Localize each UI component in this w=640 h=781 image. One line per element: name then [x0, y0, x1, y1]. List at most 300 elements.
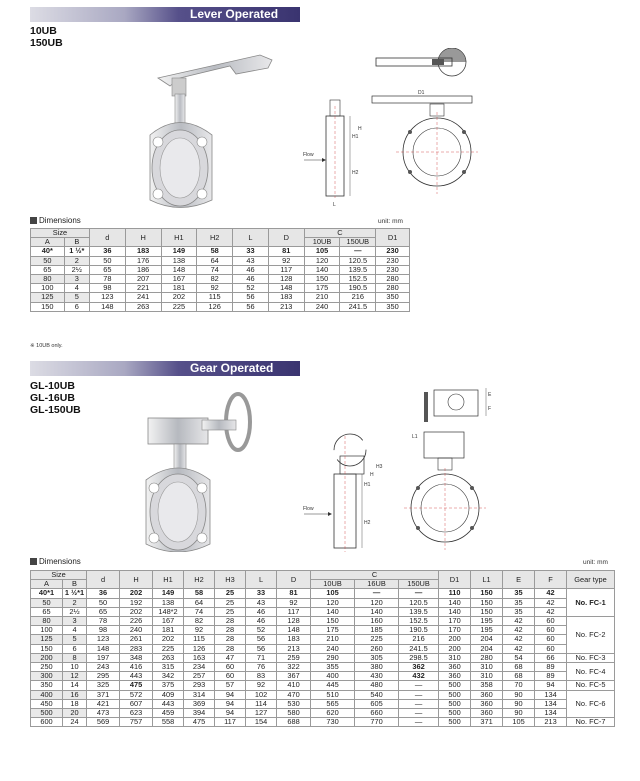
table-cell: 46 — [246, 607, 277, 616]
table-cell: 16 — [63, 690, 87, 699]
table-cell: 500 — [31, 709, 63, 718]
table-cell: 204 — [471, 644, 503, 653]
table-cell: 68 — [503, 672, 535, 681]
table-cell: 210 — [304, 293, 340, 302]
table-cell: 6 — [64, 302, 89, 311]
table-cell: 150 — [31, 644, 63, 653]
table-cell: 250 — [31, 663, 63, 672]
table-cell: 572 — [120, 690, 153, 699]
gear-label-e: E — [488, 392, 492, 398]
table-cell: 50 — [89, 256, 125, 265]
table-row — [31, 607, 615, 616]
table-cell: 42 — [503, 617, 535, 626]
table-cell: 148 — [89, 302, 125, 311]
table-cell: 192 — [120, 598, 153, 607]
table-row — [31, 699, 615, 708]
table-row — [31, 302, 410, 311]
table-cell: — — [355, 589, 399, 598]
lever-valve-photo — [140, 50, 280, 210]
lever-banner-title: Lever Operated — [190, 7, 279, 21]
table-cell: 600 — [31, 718, 63, 727]
col-c: C — [304, 229, 376, 238]
table-cell: 50 — [31, 256, 65, 265]
table-cell: 139.5 — [399, 607, 439, 616]
table-cell: 500 — [439, 709, 471, 718]
table-cell: 350 — [376, 302, 410, 311]
col-l: L — [233, 229, 269, 247]
table-cell: 195 — [471, 626, 503, 635]
table-cell: 150 — [471, 598, 503, 607]
table-row — [31, 681, 615, 690]
table-row — [31, 663, 615, 672]
table-row — [31, 626, 615, 635]
table-cell: 140 — [439, 607, 471, 616]
col-h: H — [125, 229, 161, 247]
table-row — [31, 635, 615, 644]
table-cell: 314 — [184, 690, 215, 699]
col-h2: H2 — [184, 571, 215, 589]
table-cell: 540 — [355, 690, 399, 699]
table-cell: 120.5 — [340, 256, 376, 265]
table-cell: 5 — [63, 635, 87, 644]
table-cell: — — [399, 681, 439, 690]
table-cell: 25 — [215, 607, 246, 616]
col-d-big: D — [268, 229, 304, 247]
gear-type-cell: No. FC-3 — [567, 653, 615, 662]
table-header-row — [31, 229, 410, 238]
table-cell: 139.5 — [340, 265, 376, 274]
table-cell: 134 — [535, 690, 567, 699]
table-cell: 126 — [197, 302, 233, 311]
table-cell: 394 — [184, 709, 215, 718]
table-cell: — — [340, 247, 376, 256]
table-cell: 57 — [215, 681, 246, 690]
table-cell: 500 — [439, 699, 471, 708]
table-cell: 28 — [215, 626, 246, 635]
gear-type-cell: No. FC-1 — [567, 589, 615, 617]
table-cell: 200 — [439, 644, 471, 653]
table-cell: 40* — [31, 247, 65, 256]
table-cell: 530 — [277, 699, 311, 708]
table-cell: 358 — [471, 681, 503, 690]
table-cell: 300 — [31, 672, 63, 681]
table-cell: 36 — [89, 247, 125, 256]
col-f: F — [535, 571, 567, 589]
table-cell: 8 — [63, 653, 87, 662]
table-cell: 154 — [246, 718, 277, 727]
table-cell: 65 — [87, 607, 120, 616]
table-cell: 565 — [311, 699, 355, 708]
table-cell: 78 — [87, 617, 120, 626]
col-l1: L1 — [471, 571, 503, 589]
table-cell: 230 — [376, 247, 410, 256]
table-cell: 432 — [399, 672, 439, 681]
table-cell: 90 — [503, 690, 535, 699]
table-cell: 241.5 — [340, 302, 376, 311]
table-cell: 480 — [355, 681, 399, 690]
col-e: E — [503, 571, 535, 589]
table-cell: 56 — [233, 302, 269, 311]
table-cell: 42 — [535, 607, 567, 616]
table-cell: — — [399, 690, 439, 699]
gear-model-gl-10ub: GL-10UB — [30, 380, 75, 392]
table-cell: 134 — [535, 709, 567, 718]
table-cell: 117 — [215, 718, 246, 727]
table-cell: 225 — [153, 644, 184, 653]
gear-model-gl-150ub: GL-150UB — [30, 404, 81, 416]
table-cell: 123 — [87, 635, 120, 644]
table-cell: 105 — [311, 589, 355, 598]
table-cell: 355 — [311, 663, 355, 672]
table-cell: 5 — [64, 293, 89, 302]
lever-model-150ub: 150UB — [30, 37, 63, 49]
table-cell: 94 — [215, 709, 246, 718]
table-cell: 500 — [439, 690, 471, 699]
col-d-small: d — [89, 229, 125, 247]
table-cell: 730 — [311, 718, 355, 727]
gear-valve-photo — [140, 392, 270, 552]
drawing-label-h2: H2 — [352, 170, 359, 176]
table-cell: 293 — [184, 681, 215, 690]
table-cell: 140 — [439, 598, 471, 607]
table-row — [31, 293, 410, 302]
table-cell: 380 — [355, 663, 399, 672]
table-cell: 42 — [535, 598, 567, 607]
table-cell: 283 — [120, 644, 153, 653]
table-cell: — — [399, 589, 439, 598]
table-cell: 60 — [535, 635, 567, 644]
table-row — [31, 598, 615, 607]
table-cell: 1 ½*1 — [63, 589, 87, 598]
table-cell: 473 — [87, 709, 120, 718]
table-cell: 240 — [311, 644, 355, 653]
col-c-150ub: 150UB — [399, 580, 439, 589]
gear-label-l1: L1 — [412, 434, 418, 440]
table-cell: 52 — [233, 284, 269, 293]
table-cell: 213 — [535, 718, 567, 727]
table-row — [31, 265, 410, 274]
table-cell: 259 — [277, 653, 311, 662]
table-cell: 94 — [535, 681, 567, 690]
table-cell: 280 — [471, 653, 503, 662]
col-h: H — [120, 571, 153, 589]
table-cell: 183 — [268, 293, 304, 302]
gear-dimensions-heading — [30, 557, 81, 566]
table-cell: 409 — [153, 690, 184, 699]
table-cell: 2 — [63, 598, 87, 607]
table-cell: 42 — [503, 626, 535, 635]
table-cell: 58 — [184, 589, 215, 598]
col-d-big: D — [277, 571, 311, 589]
gear-type-cell: No. FC-7 — [567, 718, 615, 727]
table-cell: 128 — [277, 617, 311, 626]
table-cell: 241.5 — [399, 644, 439, 653]
table-cell: 120.5 — [399, 598, 439, 607]
table-cell: 78 — [89, 275, 125, 284]
table-row — [31, 256, 410, 265]
gear-model-list — [30, 380, 81, 416]
table-cell: 148 — [161, 265, 197, 274]
table-cell: 200 — [439, 635, 471, 644]
table-cell: 360 — [439, 663, 471, 672]
table-cell: 257 — [184, 672, 215, 681]
table-cell: 105 — [304, 247, 340, 256]
lever-dimensions-table — [30, 228, 410, 312]
table-cell: 148*2 — [153, 607, 184, 616]
table-cell: 183 — [125, 247, 161, 256]
gear-label-h: H — [370, 472, 374, 478]
table-cell: 213 — [277, 644, 311, 653]
table-cell: 150 — [471, 607, 503, 616]
col-l: L — [246, 571, 277, 589]
table-cell: 125 — [31, 293, 65, 302]
table-cell: 70 — [503, 681, 535, 690]
table-cell: 360 — [439, 672, 471, 681]
table-cell: 362 — [399, 663, 439, 672]
table-cell: 89 — [535, 663, 567, 672]
drawing-label-h: H — [358, 126, 362, 132]
table-cell: 660 — [355, 709, 399, 718]
table-cell: 25 — [215, 598, 246, 607]
table-cell: 260 — [355, 644, 399, 653]
gear-unit-label: unit: mm — [583, 559, 608, 566]
table-cell: 459 — [153, 709, 184, 718]
table-cell: 202 — [120, 607, 153, 616]
table-cell: — — [399, 699, 439, 708]
table-row — [31, 275, 410, 284]
table-cell: 202 — [120, 589, 153, 598]
table-cell: 42 — [535, 589, 567, 598]
lever-section-banner — [30, 7, 300, 22]
table-cell: 261 — [120, 635, 153, 644]
gear-banner-title: Gear Operated — [190, 361, 274, 375]
table-cell: 89 — [535, 672, 567, 681]
table-cell: 210 — [311, 635, 355, 644]
table-cell: 43 — [246, 598, 277, 607]
table-cell: 35 — [503, 589, 535, 598]
table-cell: 183 — [277, 635, 311, 644]
table-cell: 280 — [376, 284, 410, 293]
table-cell: 400 — [311, 672, 355, 681]
table-cell: 56 — [246, 635, 277, 644]
table-cell: 2½ — [63, 607, 87, 616]
table-cell: 83 — [246, 672, 277, 681]
table-cell: 123 — [89, 293, 125, 302]
table-cell: 225 — [355, 635, 399, 644]
table-cell: 310 — [439, 653, 471, 662]
table-cell: 620 — [311, 709, 355, 718]
table-cell: 94 — [215, 699, 246, 708]
table-cell: 375 — [153, 681, 184, 690]
lever-unit-label: unit: mm — [378, 218, 403, 225]
table-cell: 148 — [277, 626, 311, 635]
table-cell: 42 — [503, 635, 535, 644]
table-cell: 213 — [268, 302, 304, 311]
table-cell: 243 — [87, 663, 120, 672]
table-cell: 92 — [277, 598, 311, 607]
table-cell: 10 — [63, 663, 87, 672]
col-b: B — [64, 238, 89, 247]
gear-type-cell: No. FC-4 — [567, 663, 615, 681]
table-cell: 350 — [31, 681, 63, 690]
col-c-10ub: 10UB — [311, 580, 355, 589]
table-cell: 74 — [184, 607, 215, 616]
table-cell: 298.5 — [399, 653, 439, 662]
table-cell: 226 — [120, 617, 153, 626]
table-cell: 60 — [215, 663, 246, 672]
table-cell: 310 — [471, 672, 503, 681]
table-cell: 54 — [503, 653, 535, 662]
table-cell: 2 — [64, 256, 89, 265]
table-cell: 216 — [399, 635, 439, 644]
table-cell: 148 — [268, 284, 304, 293]
table-cell: 50 — [31, 598, 63, 607]
table-cell: 60 — [535, 644, 567, 653]
square-bullet-icon — [30, 217, 37, 224]
table-cell: 430 — [355, 672, 399, 681]
table-cell: 176 — [125, 256, 161, 265]
table-cell: 24 — [63, 718, 87, 727]
col-size: Size — [31, 571, 87, 580]
table-cell: 115 — [184, 635, 215, 644]
table-cell: 92 — [246, 681, 277, 690]
table-cell: 36 — [87, 589, 120, 598]
table-row — [31, 653, 615, 662]
lever-top-view-drawing — [372, 48, 472, 82]
table-cell: 195 — [471, 617, 503, 626]
table-cell: 3 — [63, 617, 87, 626]
gear-type-cell: No. FC-2 — [567, 617, 615, 654]
table-row — [31, 718, 615, 727]
square-bullet-icon — [30, 558, 37, 565]
gear-label-h2: H2 — [364, 520, 371, 526]
table-cell: 46 — [233, 275, 269, 284]
table-cell: 230 — [376, 265, 410, 274]
table-cell: — — [399, 718, 439, 727]
table-cell: 350 — [376, 293, 410, 302]
table-cell: 170 — [439, 626, 471, 635]
table-cell: 360 — [471, 690, 503, 699]
gear-label-h3: H3 — [376, 464, 383, 470]
table-cell: 140 — [355, 607, 399, 616]
gear-top-view-drawing — [416, 382, 496, 432]
table-cell: 33 — [233, 247, 269, 256]
gear-type-cell: No. FC-6 — [567, 690, 615, 718]
table-cell: 202 — [161, 293, 197, 302]
col-gear-type: Gear type — [567, 571, 615, 589]
table-cell: 202 — [153, 635, 184, 644]
table-cell: 98 — [87, 626, 120, 635]
table-cell: 150 — [471, 589, 503, 598]
table-cell: 66 — [535, 653, 567, 662]
lever-model-10ub: 10UB — [30, 25, 57, 37]
table-cell: 64 — [184, 598, 215, 607]
table-cell: 33 — [246, 589, 277, 598]
gear-model-gl-16ub: GL-16UB — [30, 392, 75, 404]
table-row — [31, 644, 615, 653]
table-cell: 500 — [439, 681, 471, 690]
table-cell: 580 — [277, 709, 311, 718]
gear-label-flow: Flow — [303, 506, 314, 512]
table-row — [31, 284, 410, 293]
table-cell: 410 — [277, 681, 311, 690]
table-cell: 688 — [277, 718, 311, 727]
table-cell: 35 — [503, 598, 535, 607]
table-cell: 98 — [89, 284, 125, 293]
table-cell: 92 — [268, 256, 304, 265]
table-cell: 105 — [503, 718, 535, 727]
table-cell: 421 — [87, 699, 120, 708]
gear-dimensions-table — [30, 570, 615, 727]
table-cell: 71 — [246, 653, 277, 662]
table-cell: 81 — [268, 247, 304, 256]
col-h3: H3 — [215, 571, 246, 589]
table-cell: 263 — [153, 653, 184, 662]
col-b: B — [63, 580, 87, 589]
table-cell: 4 — [64, 284, 89, 293]
table-cell: 607 — [120, 699, 153, 708]
table-cell: 50 — [87, 598, 120, 607]
table-cell: 115 — [197, 293, 233, 302]
table-row — [31, 247, 410, 256]
table-cell: 605 — [355, 699, 399, 708]
table-cell: 94 — [215, 690, 246, 699]
lever-footnote: ※ 10UB only. — [30, 343, 63, 349]
lever-model-list — [30, 25, 63, 49]
table-cell: 757 — [120, 718, 153, 727]
table-cell: 4 — [63, 626, 87, 635]
table-cell: 360 — [471, 709, 503, 718]
table-cell: 81 — [277, 589, 311, 598]
table-cell: 117 — [268, 265, 304, 274]
table-cell: 56 — [246, 644, 277, 653]
gear-type-cell: No. FC-5 — [567, 681, 615, 690]
table-cell: 100 — [31, 284, 65, 293]
table-cell: 230 — [376, 256, 410, 265]
table-cell: 263 — [125, 302, 161, 311]
table-cell: 140 — [311, 607, 355, 616]
table-cell: 40*1 — [31, 589, 63, 598]
table-cell: 342 — [153, 672, 184, 681]
table-cell: 569 — [87, 718, 120, 727]
table-cell: 558 — [153, 718, 184, 727]
table-cell: 58 — [197, 247, 233, 256]
table-cell: 510 — [311, 690, 355, 699]
table-cell: 167 — [161, 275, 197, 284]
table-cell: 92 — [197, 284, 233, 293]
table-cell: 770 — [355, 718, 399, 727]
table-cell: 623 — [120, 709, 153, 718]
drawing-label-l: L — [333, 202, 336, 208]
table-cell: 65 — [31, 607, 63, 616]
col-c-150ub: 150UB — [340, 238, 376, 247]
table-cell: 170 — [439, 617, 471, 626]
table-cell: 42 — [503, 644, 535, 653]
table-cell: 127 — [246, 709, 277, 718]
table-cell: 64 — [197, 256, 233, 265]
table-cell: 140 — [304, 265, 340, 274]
table-cell: 315 — [153, 663, 184, 672]
table-cell: 65 — [89, 265, 125, 274]
table-cell: 14 — [63, 681, 87, 690]
table-cell: 475 — [184, 718, 215, 727]
table-cell: 68 — [503, 663, 535, 672]
table-cell: 52 — [246, 626, 277, 635]
table-row — [31, 690, 615, 699]
table-cell: 204 — [471, 635, 503, 644]
table-cell: 175 — [311, 626, 355, 635]
table-cell: 367 — [277, 672, 311, 681]
